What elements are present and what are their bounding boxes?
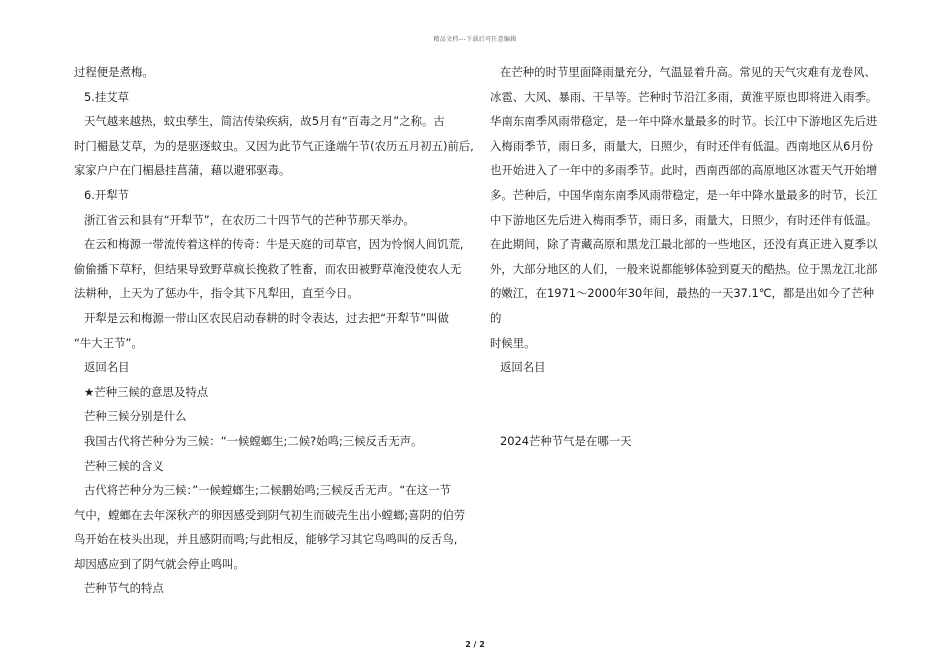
left-column [74,60,474,601]
section-heading: 2024芒种节气是在哪一天 [500,433,632,448]
text-line: 在云和梅源一带流传着这样的传奇：牛是天庭的司草官，因为怜悯人间饥荒, [84,237,464,252]
right-column [490,60,880,453]
section-heading: 芒种三候分别是什么 [84,409,187,424]
section-heading: 芒种三候的含义 [84,458,164,473]
section-heading: 5.挂艾草 [84,89,130,104]
text-line: 多。芒种后，中国华南东南季风雨带稳定，是一年中降水量最多的时节，长江 [490,187,878,202]
text-line: 华南东南季风雨带稳定，是一年中降水量最多的时节。长江中下游地区先后进 [490,114,878,129]
text-line: 的嫩江，在1971～2000年30年间，最热的一天37.1℃，都是出如今了芒种的 [490,286,875,325]
text-line: 在此期间，除了青藏高原和黑龙江最北部的一些地区，还没有真正进入夏季以 [490,237,878,252]
text-line: “牛大王节”。 [74,335,143,350]
text-line: 开犁是云和梅源一带山区农民启动春耕的时令表达，过去把“开犁节”叫做 [84,310,449,325]
section-heading: 芒种节气的特点 [84,581,164,596]
text-line: 古代将芒种分为三候：”一候螳螂生;二候鹏始鸣;三候反舌无声。“在这一节 [84,483,451,498]
text-line: 偷偷播下草籽，但结果导致野草疯长挽救了牲畜，而农田被野草淹没使农人无 [74,261,462,276]
text-line: 法耕种，上天为了惩办牛，指令其下凡犁田，直至今日。 [74,286,359,301]
text-line: 时候里。 [490,335,536,350]
text-line: 时门楣悬艾草，为的是驱逐蚊虫。又因为此节气正逢端午节(农历五月初五)前后, [74,138,474,153]
blank-space [490,380,880,429]
text-line: 也开始进入了一年中的多雨季节。此时，西南西部的高原地区冰雹天气开始增 [490,163,878,178]
text-line: 中下游地区先后进入梅雨季节，雨日多，雨量大，日照少，有时还伴有低温。 [490,212,878,227]
back-to-toc-link[interactable]: 返回名目 [500,360,546,375]
text-line: 外，大部分地区的人们，一般来说都能够体验到夏天的酷热。位于黑龙江北部 [490,261,878,276]
text-line: 家家户户在门楣悬挂菖蒲，藉以避邪驱毒。 [74,163,291,178]
page-header: 精品文档---下载后可任意编辑 [433,36,517,43]
back-to-toc-link[interactable]: 返回名目 [84,360,130,375]
text-line: 冰雹、大风、暴雨、干旱等。芒种时节沿江多雨，黄淮平原也即将进入雨季。 [490,89,878,104]
text-line: 浙江省云和县有“开犁节”，在农历二十四节气的芒种节那天举办。 [84,212,415,227]
text-line: 在芒种的时节里面降雨量充分，气温显着升高。常见的天气灾难有龙卷风、 [500,65,876,79]
text-line: 我国古代将芒种分为三候：“一候螳螂生;二候?始鸣;三候反舌无声。 [84,433,423,448]
text-line: 过程便是煮梅。 [74,65,154,79]
text-line: 鸟开始在枝头出现，并且感阴而鸣;与此相反，能够学习其它鸟鸣叫的反舌鸟, [74,532,458,547]
text-line: 入梅雨季节，雨日多，雨量大，日照少，有时还伴有低温。西南地区从6月份 [490,138,874,153]
text-line: 气中，螳螂在去年深秋产的卵因感受到阴气初生而破壳生出小螳螂;喜阴的伯劳 [74,507,466,522]
text-line: 天气越来越热，蚊虫孳生，简洁传染疾病，故5月有“百毒之月”之称。古 [84,114,445,129]
section-heading: ★芒种三候的意思及特点 [84,384,209,399]
text-line: 却因感应到了阴气就会停止鸣叫。 [74,556,245,571]
section-heading: 6.开犁节 [84,187,130,202]
page-number: 2 / 2 [465,640,485,649]
